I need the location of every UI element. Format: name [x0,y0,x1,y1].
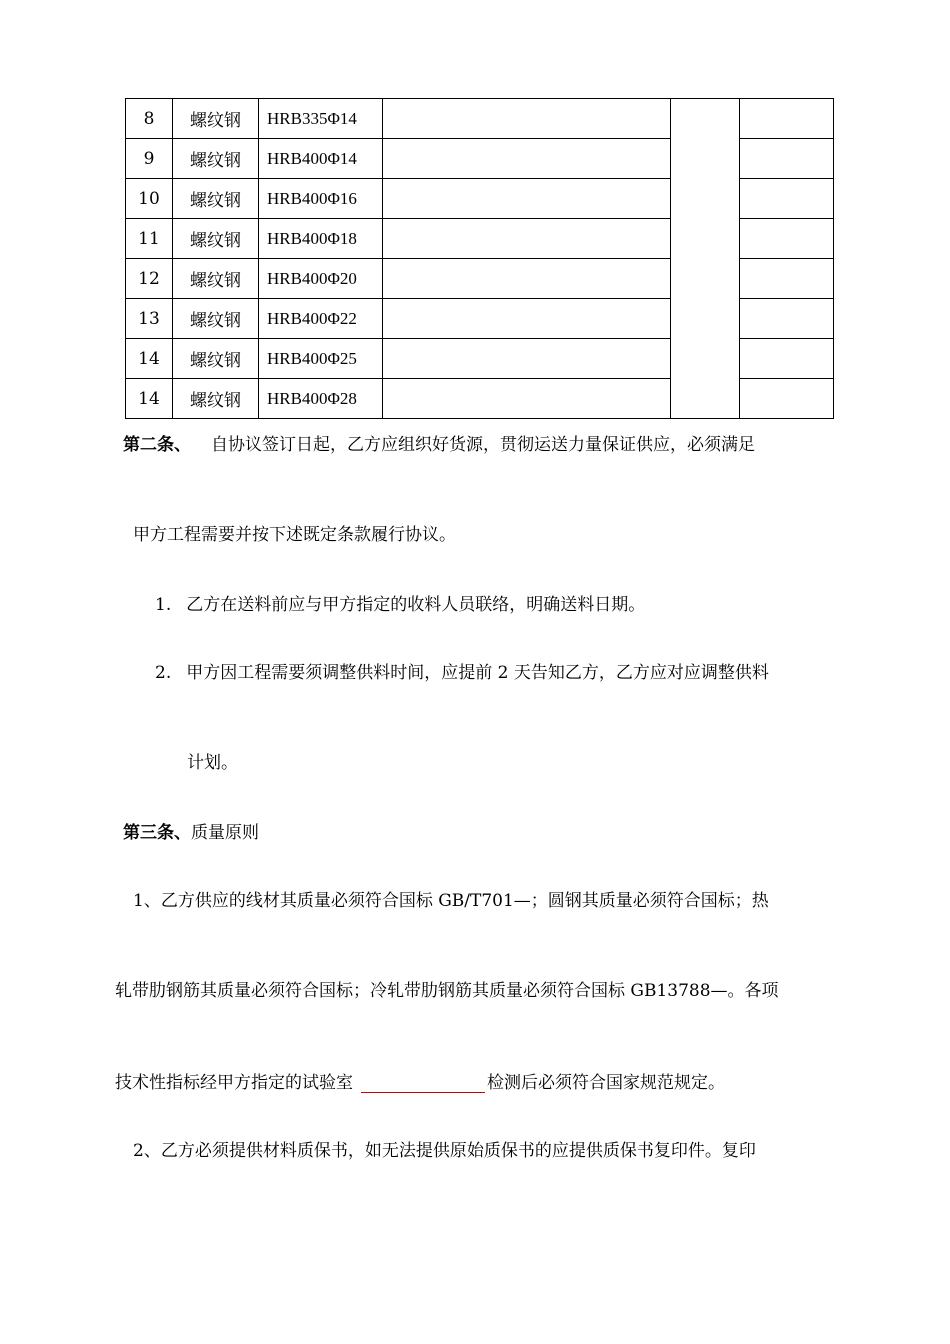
empty-cell [740,179,834,219]
row-number: 14 [126,339,173,379]
item-number: 2. [155,663,172,683]
empty-cell [740,339,834,379]
material-spec: HRB400Φ28 [259,379,383,419]
empty-cell [740,259,834,299]
article3-title: 质量原则 [191,823,259,843]
row-number: 11 [126,219,173,259]
lab-name-blank[interactable] [361,1074,485,1093]
article3-heading: 第三条、 [123,823,191,843]
article2-item2-continuation: 计划。 [187,753,238,773]
material-name: 螺纹钢 [173,99,259,139]
material-name: 螺纹钢 [173,139,259,179]
item-text: 甲方因工程需要须调整供料时间，应提前 2 天告知乙方，乙方应对应调整供料 [186,663,769,683]
row-number: 10 [126,179,173,219]
article3-p1-line1: 1、乙方供应的线材其质量必须符合国标 GB/T701—；圆钢其质量必须符合国标；热 [133,891,769,911]
material-spec: HRB400Φ14 [259,139,383,179]
empty-cell [383,139,671,179]
empty-cell [740,219,834,259]
material-spec: HRB400Φ16 [259,179,383,219]
empty-cell [740,299,834,339]
empty-cell [383,259,671,299]
row-number: 8 [126,99,173,139]
article2-item1 [155,590,645,615]
material-table [125,98,834,419]
material-name: 螺纹钢 [173,299,259,339]
empty-cell [740,139,834,179]
empty-cell [383,379,671,419]
lab-text-after: 检测后必须符合国家规范规定。 [487,1073,725,1093]
material-name: 螺纹钢 [173,179,259,219]
table-row [126,99,834,139]
row-number: 13 [126,299,173,339]
empty-cell [740,99,834,139]
empty-cell [383,99,671,139]
empty-cell [383,179,671,219]
material-name: 螺纹钢 [173,379,259,419]
article2-line2: 甲方工程需要并按下述既定条款履行协议。 [133,525,456,545]
empty-cell [383,339,671,379]
material-spec: HRB400Φ22 [259,299,383,339]
item-number: 1. [155,595,172,615]
empty-cell [383,299,671,339]
row-number: 14 [126,379,173,419]
article2-item2 [155,658,769,683]
material-spec: HRB335Φ14 [259,99,383,139]
empty-cell [740,379,834,419]
material-spec: HRB400Φ20 [259,259,383,299]
material-name: 螺纹钢 [173,339,259,379]
row-number: 9 [126,139,173,179]
material-spec: HRB400Φ25 [259,339,383,379]
article3-p1-line2: 轧带肋钢筋其质量必须符合国标；冷轧带肋钢筋其质量必须符合国标 GB13788—。各项 [115,981,779,1001]
lab-text: 技术性指标经甲方指定的试验室 [115,1073,353,1093]
row-number: 12 [126,259,173,299]
article3-heading-line [123,818,259,843]
material-spec: HRB400Φ18 [259,219,383,259]
article2-line1 [123,430,755,455]
article2-heading: 第二条、 [123,435,191,455]
material-name: 螺纹钢 [173,259,259,299]
merged-empty-cell [671,99,740,419]
article3-p1-line3 [115,1068,725,1093]
article3-p2-line1: 2、乙方必须提供材料质保书，如无法提供原始质保书的应提供质保书复印件。复印 [133,1141,756,1161]
material-table-body [126,99,834,419]
item-text: 乙方在送料前应与甲方指定的收料人员联络，明确送料日期。 [186,595,646,615]
article2-text1: 自协议签订日起，乙方应组织好货源，贯彻运送力量保证供应，必须满足 [211,435,755,455]
material-name: 螺纹钢 [173,219,259,259]
empty-cell [383,219,671,259]
